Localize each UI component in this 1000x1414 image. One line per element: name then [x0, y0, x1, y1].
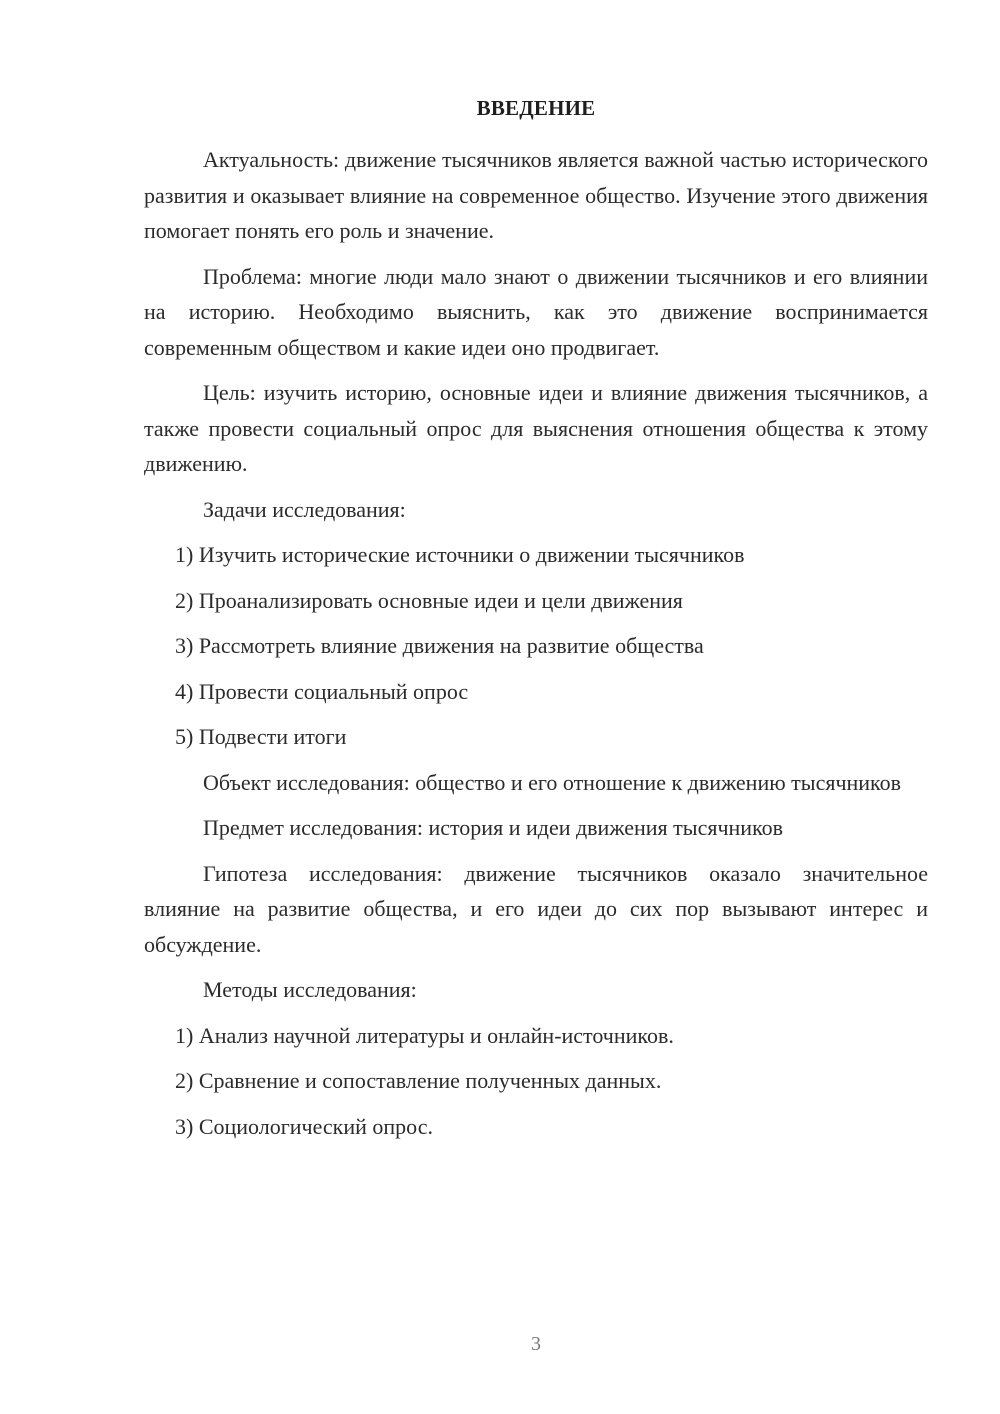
relevance-paragraph: Актуальность: движение тысячников является важной частью исторического развития и оказывает влияние на современное общество. Изучение этого движения помогает понять его роль и значение.	[144, 147, 928, 243]
task-item: 2) Проанализировать основные идеи и цели движения	[175, 587, 683, 613]
problem-paragraph: Проблема: многие люди мало знают о движении тысячников и его влиянии на историю. Необходимо выяснить, как это движение воспринимается современным обществом и какие идеи оно продвигает.	[144, 263, 928, 360]
method-item: 2) Сравнение и сопоставление полученных данных.	[175, 1068, 662, 1093]
tasks-heading: Задачи исследования:	[203, 496, 406, 522]
method-item: 1) Анализ научной литературы и онлайн-источников.	[175, 1022, 674, 1048]
task-item: 4) Провести социальный опрос	[175, 678, 469, 704]
task-item: 5) Подвести итоги	[175, 724, 347, 749]
task-item: 3) Рассмотреть влияние движения на развитие общества	[175, 633, 704, 658]
task-item: 1) Изучить исторические источники о движении тысячников	[175, 542, 745, 567]
subject-paragraph: Предмет исследования: история и идеи движения тысячников	[203, 815, 784, 840]
page-number: 3	[531, 1333, 541, 1355]
method-item: 3) Социологический опрос.	[175, 1113, 433, 1139]
document-body	[144, 142, 928, 1154]
object-paragraph: Объект исследования: общество и его отношение к движению тысячников	[203, 769, 902, 795]
methods-heading: Методы исследования:	[203, 977, 417, 1002]
section-title: ВВЕДЕНИЕ	[476, 96, 596, 120]
goal-paragraph: Цель: изучить историю, основные идеи и влияние движения тысячников, а также провести социальный опрос для выяснения отношения общества к этому движению.	[144, 380, 928, 476]
hypothesis-paragraph: Гипотеза исследования: движение тысячников оказало значительное влияние на развитие общества, и его идеи до сих пор вызывают интерес и обсуждение.	[144, 860, 928, 957]
